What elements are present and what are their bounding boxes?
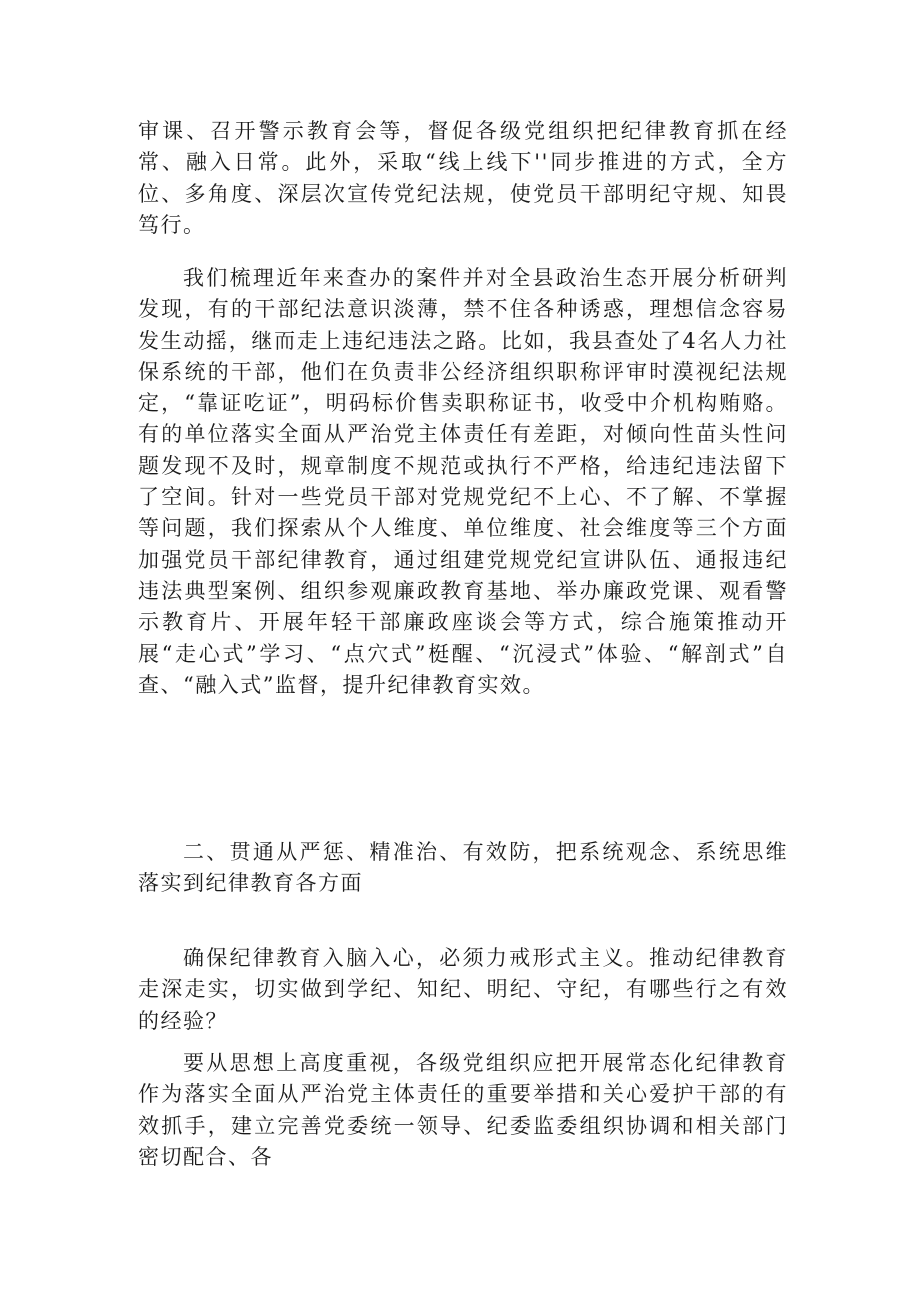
paragraph-question: 确保纪律教育入脑入心，必须力戒形式主义。推动纪律教育走深走实，切实做到学纪、知纪、明纪、守纪，有哪些行之有效的经验？ xyxy=(138,946,788,1033)
paragraph-answer: 要从思想上高度重视，各级党组织应把开展常态化纪律教育作为落实全面从严治党主体责任的重要举措和关心爱护干部的有效抓手，建立完善党委统一领导、纪委监委组织协调和相关部门密切配合、各 xyxy=(138,1051,788,1169)
paragraph-case-analysis: 我们梳理近年来查办的案件并对全县政治生态开展分析研判发现，有的干部纪法意识淡薄，禁不住各种诱惑，理想信念容易发生动摇，继而走上违纪违法之路。比如，我县查处了4名人力社保系统的干部，他们在负责非公经济组织职称评审时漠视纪法规定，“靠证吃证”，明码标价售卖职称证书，收受中介机构贿赂。有的单位落实全面从严治党主体责任有差距，对倾向性苗头性问题发现不及时，规章制度不规范或执行不严格，给违纪违法留下了空间。针对一些党员干部对党规党纪不上心、不了解、不掌握等问题，我们探索从个人维度、单位维度、社会维度等三个方面加强党员干部纪律教育，通过组建党规党纪宣讲队伍、通报违纪违法典型案例、组织参观廉政教育基地、举办廉政党课、观看警示教育片、开展年轻干部廉政座谈会等方式，综合施策推动开展“走心式”学习、“点穴式”梃醒、“沉浸式”体验、“解剖式”自查、“融入式”监督，提升纪律教育实效。 xyxy=(138,266,788,697)
paragraph-continuation: 审课、召开警示教育会等，督促各级党组织把纪律教育抓在经常、融入日常。此外，采取“线上线下''同步推进的方式，全方位、多角度、深层次宣传党纪法规，使党员干部明纪守规、知畏笃行。 xyxy=(138,119,788,237)
section-heading: 二、贯通从严惩、精准治、有效防，把系统观念、系统思维落实到纪律教育各方面 xyxy=(138,840,788,896)
